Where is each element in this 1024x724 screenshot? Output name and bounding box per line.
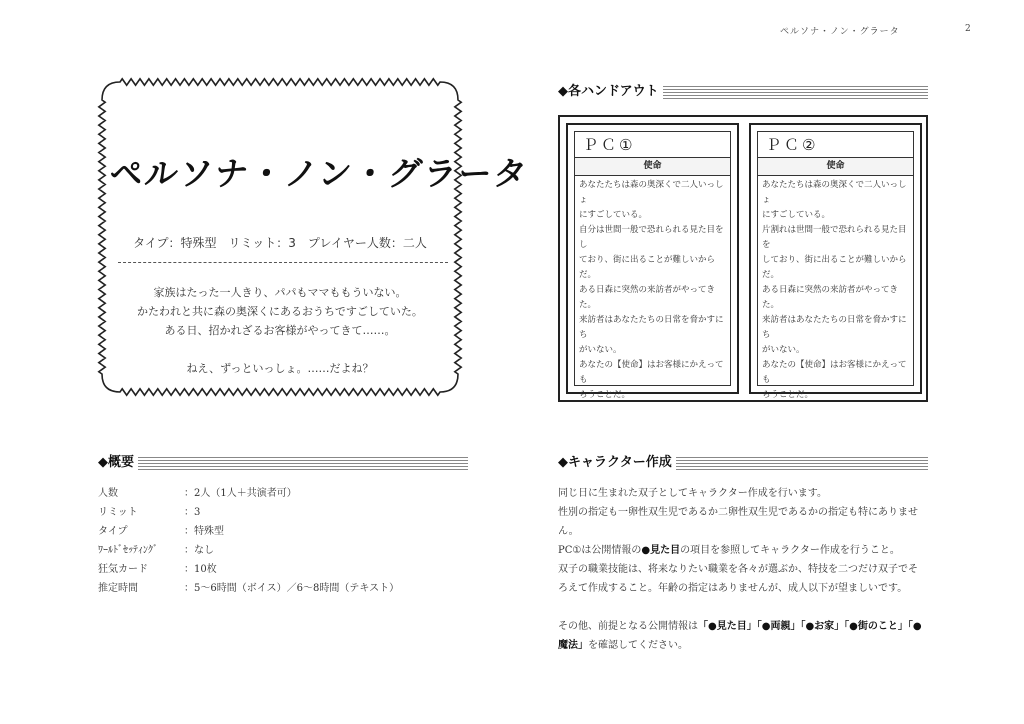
cc-line: その他、前提となる公開情報は「●見た目」「●両親」「●お家」「●街のこと」「● <box>558 621 922 632</box>
cc-line: ろえて作成すること。年齢の指定はありませんが、成人以下が望ましいです。 <box>558 583 908 594</box>
overview-key: タイプ <box>98 526 128 537</box>
heading-stripes <box>98 457 468 470</box>
overview-value: ：3 <box>184 507 201 518</box>
title-type-line: タイプ：特殊型 リミット：3 プレイヤー人数：二人 <box>133 236 427 250</box>
cc-line: 性別の指定も一卵性双生児であるか二卵性双生児であるかの指定も特にありませ <box>558 507 918 518</box>
intro-line: かたわれと共に森の奥深くにあるおうちですごしていた。 <box>137 305 423 318</box>
pc1-line: 来訪者はあなたたちの日常を脅かすにち <box>579 315 724 340</box>
pc1-mission-label: 使命 <box>574 157 731 176</box>
overview-table <box>98 484 478 598</box>
pc2-line: あなたたちは森の奥深くで二人いっしょ <box>762 180 907 205</box>
pc2-line: あなたの【使命】はお客様にかえっても <box>762 360 907 385</box>
pc2-mission-label: 使命 <box>757 157 914 176</box>
overview-row <box>98 503 478 522</box>
title-divider <box>118 262 448 263</box>
overview-key: 人数 <box>98 488 118 499</box>
pc1-line: ある日森に突然の来訪者がやってきた。 <box>579 285 716 310</box>
overview-value: ：10枚 <box>184 564 217 575</box>
title-intro <box>110 283 450 378</box>
intro-line: ある日、招かれざるお客様がやってきて……。 <box>164 324 396 337</box>
overview-row <box>98 541 478 560</box>
overview-key: リミット <box>98 507 138 518</box>
overview-value: ：なし <box>184 545 214 556</box>
overview-row <box>98 560 478 579</box>
character-creation-heading: ◆キャラクター作成 <box>558 455 928 471</box>
pc1-line: がいない。 <box>579 345 622 355</box>
pc1-body <box>574 174 731 400</box>
overview-key: ﾜｰﾙﾄﾞｾｯﾃｨﾝｸﾞ <box>98 545 158 556</box>
pc1-title: ＰＣ① <box>574 131 731 158</box>
page-number: 2 <box>965 24 972 34</box>
overview-row <box>98 579 478 598</box>
pc2-line: にすごしている。 <box>762 210 831 220</box>
intro-line: 家族はたった一人きり、パパもママももういない。 <box>153 286 407 299</box>
pc1-line: ており、街に出ることが難しいからだ。 <box>579 255 716 280</box>
cc-bold: 「●見た目」「●両親」「●お家」「●街のこと」「● <box>698 621 922 632</box>
running-title: ペルソナ・ノン・グラータ <box>780 27 900 37</box>
handout-heading: ◆各ハンドアウト <box>558 84 928 100</box>
pc1-line: らうことだ。 <box>579 390 631 400</box>
pc2-line: しており、街に出ることが難しいからだ。 <box>762 255 907 280</box>
cc-bold: ●見た目 <box>641 545 681 556</box>
pc1-card <box>566 123 739 400</box>
intro-line: ねえ、ずっといっしょ。……だよね？ <box>186 362 374 375</box>
pc1-line: あなたたちは森の奥深くで二人いっしょ <box>579 180 724 205</box>
pc1-line: あなたの【使命】はお客様にかえっても <box>579 360 724 385</box>
cc-bold: 魔法」 <box>558 640 588 651</box>
pc1-line: 自分は世間一般で恐れられる見た目をし <box>579 225 724 250</box>
overview-row <box>98 522 478 541</box>
cc-line: ん。 <box>558 526 579 537</box>
title-logo: ペルソナ・ノン・グラータ <box>107 154 531 193</box>
pc2-line: ある日森に突然の来訪者がやってきた。 <box>762 285 899 310</box>
overview-row <box>98 484 478 503</box>
cc-line: 同じ日に生まれた双子としてキャラクター作成を行います。 <box>558 488 827 499</box>
cc-line: PC①は公開情報の●見た目の項目を参照してキャラクター作成を行うこと。 <box>558 545 900 556</box>
pc2-line: 片割れは世間一般で恐れられる見た目を <box>762 225 907 250</box>
overview-value: ：5～6時間（ボイス）／6～8時間（テキスト） <box>184 583 400 594</box>
overview-heading: ◆概要 <box>98 455 468 471</box>
pc2-line: がいない。 <box>762 345 805 355</box>
cc-line: 双子の職業技能は、将来なりたい職業を各々が選ぶか、特技を二つだけ双子でそ <box>558 564 918 575</box>
pc1-line: にすごしている。 <box>579 210 648 220</box>
pc2-line: 来訪者はあなたたちの日常を脅かすにち <box>762 315 907 340</box>
cc-line: 魔法」を確認してください。 <box>558 640 688 651</box>
running-header <box>780 24 980 37</box>
overview-key: 推定時間 <box>98 583 138 594</box>
pc2-line: らうことだ。 <box>762 390 814 400</box>
overview-key: 狂気カード <box>98 564 148 575</box>
character-creation-body <box>558 484 933 655</box>
pc2-body <box>757 174 914 400</box>
overview-value: ：2人（1人＋共演者可） <box>184 488 297 499</box>
overview-value: ：特殊型 <box>184 526 224 537</box>
pc2-card <box>749 123 922 400</box>
handout-panel <box>558 115 928 402</box>
pc2-title: ＰＣ② <box>757 131 914 158</box>
